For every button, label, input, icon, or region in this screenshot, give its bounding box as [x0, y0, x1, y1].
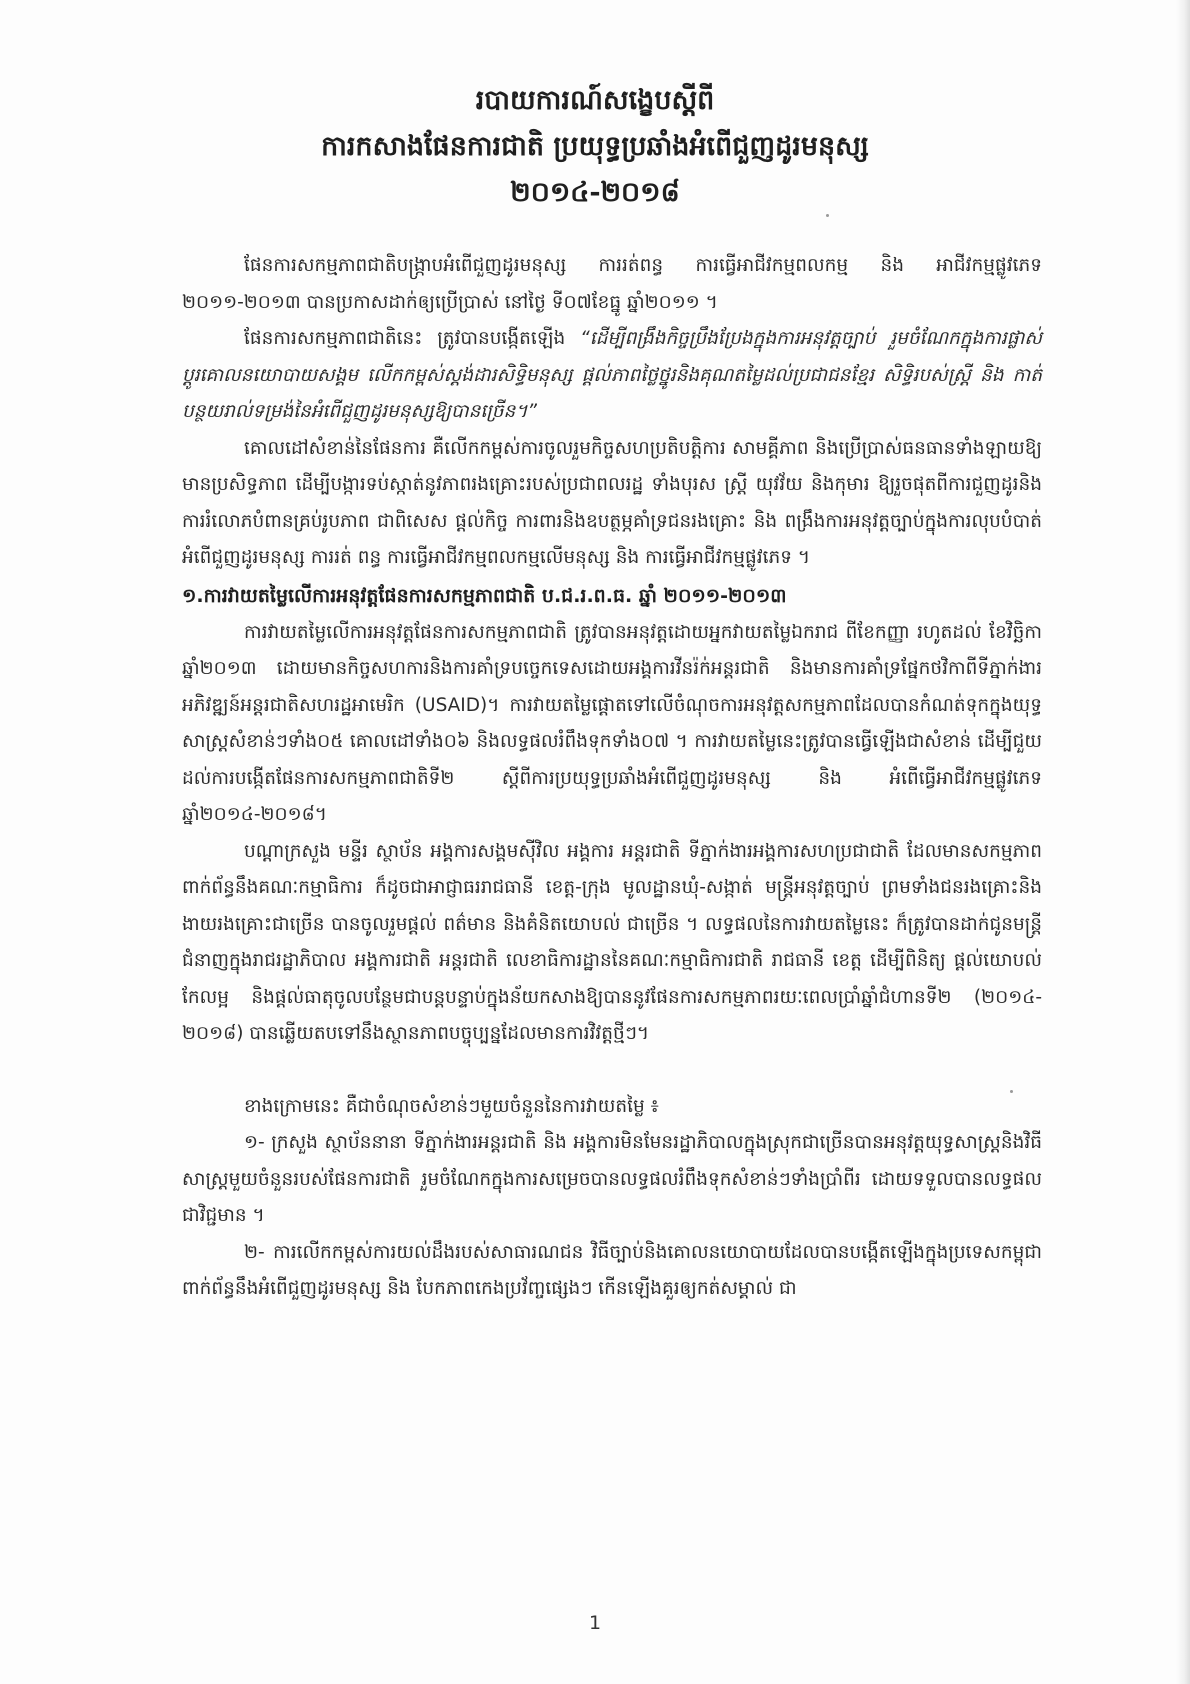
title-line-1: របាយការណ៍សង្ខេបស្តីពី: [475, 85, 715, 116]
scan-speck: [826, 214, 829, 217]
title-line-2: ការកសាងផែនការជាតិ ប្រយុទ្ធប្រឆាំងអំពើជួញដូរមនុស្ស: [321, 131, 869, 162]
evaluation-paragraph: ការវាយតម្លៃលើការអនុវត្តផែនការសកម្មភាពជាតិ ត្រូវបានអនុវត្តដោយអ្នកវាយតម្លៃឯករាជ ពីខែកញ្ញា រហូតដល់ ខែវិច្ឆិកា ឆ្នាំ២០១៣ ដោយមានកិច្ចសហការនិងការគាំទ្របច្ចេកទេសដោយអង្គការវីនរ៉ក់អន្តរជាតិ និងមានការគាំទ្រផ្នែកថវិកាពីទីភ្នាក់ងារអភិវឌ្ឍន៍អន្តរជាតិសហរដ្ឋអាមេរិក (USAID)។ ការវាយតម្លៃផ្តោតទៅលើចំណុចការអនុវត្តសកម្មភាពដែលបានកំណត់ទុកក្នុងយុទ្ធសាស្ត្រសំខាន់ៗទាំង០៥ គោលដៅទាំង០៦ និងលទ្ធផលរំពឹងទុកទាំង០៧ ។ ការវាយតម្លៃនេះត្រូវបានធ្វើឡើងជាសំខាន់ ដើម្បីជួយដល់ការបង្កើតផែនការសកម្មភាពជាតិទី២ ស្តីពីការប្រយុទ្ធប្រឆាំងអំពើជួញដូរមនុស្ស និង អំពើធ្វើអាជីវកម្មផ្លូវភេទ ឆ្នាំ២០១៤-២០១៨។: [182, 621, 1042, 825]
paragraph-gap: [182, 1053, 1042, 1089]
finding-item-1: ១- ក្រសួង ស្ថាប័ននានា ទីភ្នាក់ងារអន្តរជាតិ និង អង្គការមិនមែនរដ្ឋាភិបាលក្នុងស្រុកជាច្រើនបានអនុវត្តយុទ្ធសាស្ត្រនិងវិធីសាស្ត្រមួយចំនួនរបស់ផែនការជាតិ រួមចំណែកក្នុងការសម្រេចបានលទ្ធផលរំពឹងទុកសំខាន់ៗទាំងប្រាំពីរ ដោយទទួលបានលទ្ធផលជាវិជ្ជមាន ។: [182, 1132, 1042, 1226]
finding-item-2: ២- ការលើកកម្ពស់ការយល់ដឹងរបស់សាធារណជន វិធីច្បាប់និងគោលនយោបាយដែលបានបង្កើតឡើងក្នុងប្រទេសកម្ពុជា ពាក់ព័ន្ធនឹងអំពើជួញដូរមនុស្ស និង បែកភាពកេងប្រវ័ញ្ចផ្សេងៗ កើនឡើងគួរឲ្យកត់សម្គាល់ ជា: [182, 1241, 1042, 1299]
page-number: 1: [588, 1612, 602, 1634]
title-line-3: ២០១៤-២០១៨: [510, 177, 680, 208]
objective-lead: ផែនការសកម្មភាពជាតិនេះ ត្រូវបានបង្កើតឡើង: [244, 328, 566, 349]
document-body: [182, 248, 1042, 1308]
section-heading: ១.ការវាយតម្លៃលើការអនុវត្តផែនការសកម្មភាពជាតិ ប.ជ.រ.ព.ធ. ឆ្នាំ ២០១១-២០១៣: [182, 584, 787, 607]
participants-paragraph: បណ្តាក្រសួង មន្ទីរ ស្ថាប័ន អង្គការសង្គមស៊ីវិល អង្គការ អន្តរជាតិ ទីភ្នាក់ងារអង្គការសហប្រជាជាតិ ដែលមានសកម្មភាពពាក់ព័ន្ធនឹងគណៈកម្មាធិការ ក៏ដូចជាអាជ្ញាធររាជធានី ខេត្ត-ក្រុង មូលដ្ឋានឃុំ-សង្កាត់ មន្ត្រីអនុវត្តច្បាប់ ព្រមទាំងជនរងគ្រោះនិងងាយរងគ្រោះជាច្រើន បានចូលរួមផ្តល់ ពត៌មាន និងគំនិតយោបល់ ជាច្រើន ។ លទ្ធផលនៃការវាយតម្លៃនេះ ក៏ត្រូវបានដាក់ជូនមន្ត្រីជំនាញក្នុងរាជរដ្ឋាភិបាល អង្គការជាតិ អន្តរជាតិ លេខាធិការដ្ឋាននៃគណៈកម្មាធិការជាតិ រាជធានី ខេត្ត ដើម្បីពិនិត្យ ផ្តល់យោបល់ កែលម្អ និងផ្តល់ធាតុចូលបន្ថែមជាបន្តបន្ទាប់ក្នុងន័យកសាងឱ្យបាននូវផែនការសកម្មភាពរយៈពេលប្រាំឆ្នាំជំហានទី២ (២០១៤- ២០១៨) បានឆ្លើយតបទៅនឹងស្ថានភាពបច្ចុប្បន្នដែលមានការវិវត្តថ្មីៗ។: [182, 840, 1042, 1044]
goal-paragraph: គោលដៅសំខាន់នៃផែនការ គឺលើកកម្ពស់ការចូលរួមកិច្ចសហប្រតិបត្តិការ សាមគ្គីភាព និងប្រើប្រាស់ធនធានទាំងឡាយឱ្យមានប្រសិទ្ធភាព ដើម្បីបង្ការទប់ស្កាត់នូវភាពរងគ្រោះរបស់ប្រជាពលរដ្ឋ ទាំងបុរស ស្ត្រី យុវវ័យ និងកុមារ ឱ្យរួចផុតពីការជួញដូរនិងការរំលោភបំពានគ្រប់រូបភាព ជាពិសេស ផ្តល់កិច្ច ការពារនិងឧបត្ថម្ភគាំទ្រជនរងគ្រោះ និង ពង្រឹងការអនុវត្តច្បាប់ក្នុងការលុបបំបាត់អំពើជួញដូរមនុស្ស ការរត់ ពន្ធ ការធ្វើអាជីវកម្មពលកម្មលើមនុស្ស និង ការធ្វើអាជីវកម្មផ្លូវភេទ ។: [182, 437, 1042, 568]
objective-quote: “ដើម្បីពង្រឹងកិច្ចប្រឹងប្រែងក្នុងការអនុវត្តច្បាប់ រួមចំណែកក្នុងការផ្លាស់ប្តូរគោលនយោបាយសង្គម លើកកម្ពស់ស្តង់ដារសិទ្ធិមនុស្ស ផ្តល់ភាពថ្លៃថ្នូរនិងគុណតម្លៃដល់ប្រជាជនខ្មែរ សិទ្ធិរបស់ស្ត្រី និង កាត់បន្ថយរាល់ទម្រង់នៃអំពើជួញដូរមនុស្សឱ្យបានច្រើន។”: [182, 328, 1042, 422]
scan-edge-shadow: [1176, 0, 1190, 1684]
objective-paragraph: [182, 321, 1042, 431]
intro-paragraph: ផែនការសកម្មភាពជាតិបង្ក្រាបអំពើជួញដូរមនុស្ស ការរត់ពន្ធ ការធ្វើអាជីវកម្មពលកម្ម និង អាជីវកម្មផ្លូវភេទ ២០១១-២០១៣ បានប្រកាសដាក់ឲ្យប្រើប្រាស់ នៅថ្ងៃ ទី០៧ខែធ្នូ ឆ្នាំ២០១១ ។: [182, 255, 1042, 313]
document-title: [0, 78, 1190, 216]
scan-speck: [1010, 1090, 1013, 1093]
findings-intro: ខាងក្រោមនេះ គឺជាចំណុចសំខាន់ៗមួយចំនួននៃការវាយតម្លៃ ៖: [244, 1095, 659, 1117]
